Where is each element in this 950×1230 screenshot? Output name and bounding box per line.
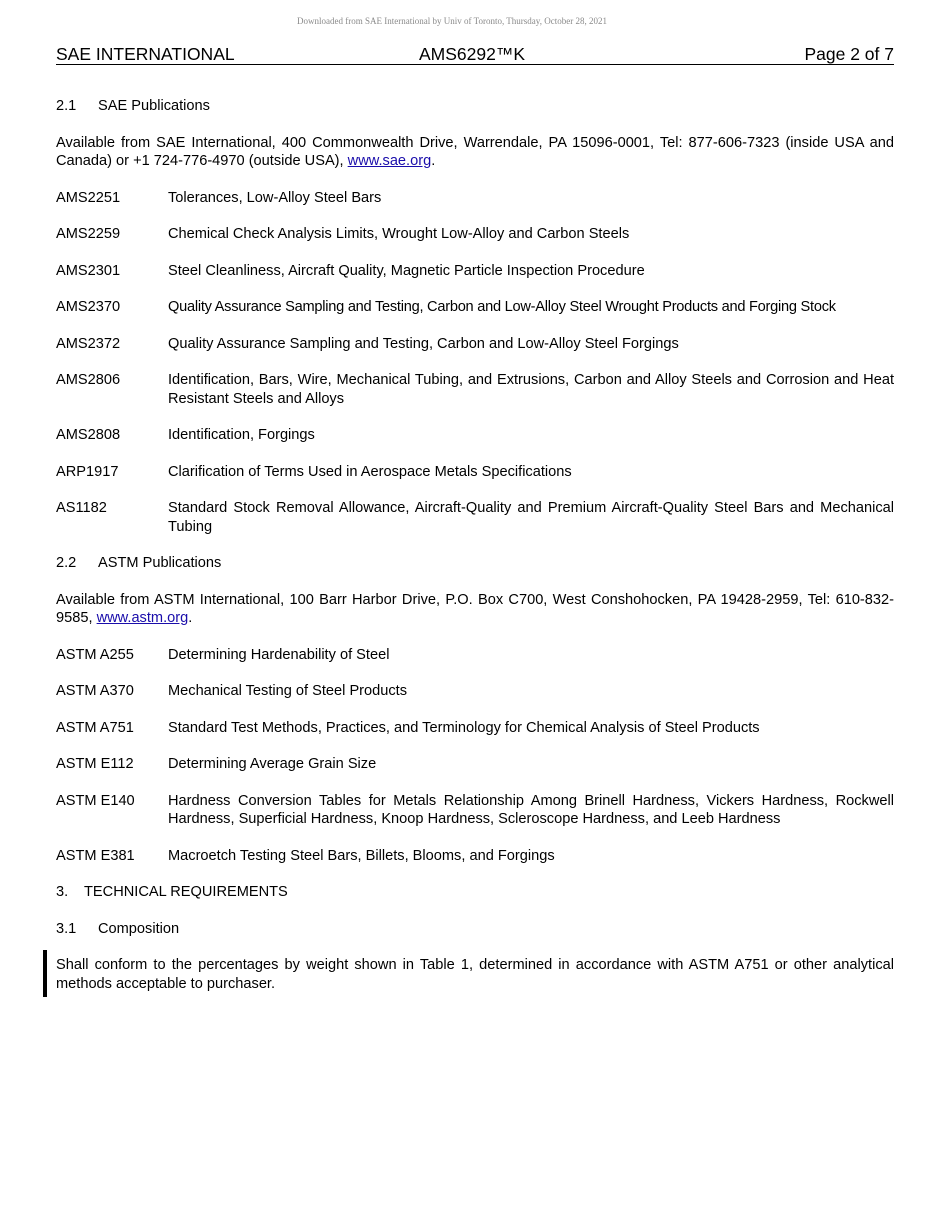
header-page-number: Page 2 of 7 (804, 44, 894, 64)
reference-title: Standard Test Methods, Practices, and Terminology for Chemical Analysis of Steel Products (168, 719, 760, 736)
reference-item (56, 426, 894, 445)
astm-availability: Available from ASTM International, 100 Barr Harbor Drive, P.O. Box C700, West Conshohocken, PA 19428-2959, Tel: 610-832-9585, www.astm.org. (56, 591, 894, 626)
reference-item (56, 755, 894, 774)
reference-code: AMS2372 (56, 335, 121, 352)
reference-code: ASTM A370 (56, 683, 134, 699)
reference-title: Hardness Conversion Tables for Metals Relationship Among Brinell Hardness, Vickers Hardness, Rockwell Hardness, Superficial Hardness, Knoop Hardness, Scleroscope Hardness, and Leeb Hardness (168, 792, 894, 827)
reference-title: Macroetch Testing Steel Bars, Billets, Blooms, and Forgings (168, 847, 555, 864)
reference-code: AMS2808 (56, 427, 121, 443)
reference-item (56, 189, 894, 208)
reference-code: ASTM E381 (56, 847, 135, 864)
sae-website-link[interactable]: www.sae.org (347, 153, 432, 169)
reference-item (56, 371, 894, 408)
page-header (56, 44, 894, 65)
reference-item (56, 792, 894, 829)
document-body (56, 97, 894, 1011)
reference-item (56, 335, 894, 354)
reference-code: ASTM A751 (56, 719, 134, 736)
reference-item (56, 719, 894, 738)
reference-title: Standard Stock Removal Allowance, Aircraft-Quality and Premium Aircraft-Quality Steel Bars and Mechanical Tubing (168, 500, 894, 535)
reference-item (56, 262, 894, 281)
reference-code: ARP1917 (56, 463, 119, 480)
astm-website-link[interactable]: www.astm.org (96, 610, 189, 626)
reference-item (56, 298, 894, 317)
section-heading-composition (56, 920, 894, 939)
reference-title: Quality Assurance Sampling and Testing, Carbon and Low-Alloy Steel Forgings (168, 335, 679, 352)
section-heading-technical (56, 883, 894, 902)
reference-code: AMS2259 (56, 226, 121, 242)
reference-item (56, 463, 894, 482)
reference-code: AS1182 (56, 500, 107, 516)
reference-item (56, 646, 894, 665)
reference-code: AMS2370 (56, 299, 121, 315)
reference-title: Determining Average Grain Size (168, 756, 377, 772)
reference-item (56, 225, 894, 244)
section-heading-sae (56, 97, 894, 116)
section-title: SAE Publications (98, 98, 210, 114)
composition-text: Shall conform to the percentages by weight shown in Table 1, determined in accordance with ASTM A751 or other analytical methods acceptable to purchaser. (56, 957, 894, 992)
reference-title: Quality Assurance Sampling and Testing, Carbon and Low-Alloy Steel Wrought Products and Forging Stock (168, 299, 836, 315)
section-title: Composition (98, 920, 180, 937)
section-title: TECHNICAL REQUIREMENTS (84, 884, 288, 900)
header-document-number: AMS6292™K (419, 44, 526, 64)
reference-code: ASTM E112 (56, 756, 134, 772)
reference-code: AMS2251 (56, 189, 121, 206)
revision-change-bar (43, 950, 47, 997)
reference-title: Identification, Bars, Wire, Mechanical Tubing, and Extrusions, Carbon and Alloy Steels and Corrosion and Heat Resistant Steels and Alloys (168, 372, 894, 407)
reference-code: ASTM E140 (56, 792, 135, 809)
reference-title: Identification, Forgings (168, 427, 315, 443)
sae-availability: Available from SAE International, 400 Commonwealth Drive, Warrendale, PA 15096-0001, Tel: 877-606-7323 (inside USA and Canada) or +1 724-776-4970 (outside USA), www.sae.org. (56, 134, 894, 169)
reference-title: Tolerances, Low-Alloy Steel Bars (168, 189, 382, 206)
header-organization: SAE INTERNATIONAL (56, 44, 235, 64)
reference-title: Steel Cleanliness, Aircraft Quality, Magnetic Particle Inspection Procedure (168, 262, 645, 279)
section-number: 3. (56, 884, 69, 900)
reference-item (56, 499, 894, 536)
reference-title: Chemical Check Analysis Limits, Wrought Low-Alloy and Carbon Steels (168, 226, 630, 242)
reference-title: Mechanical Testing of Steel Products (168, 683, 408, 699)
reference-title: Clarification of Terms Used in Aerospace Metals Specifications (168, 463, 572, 480)
download-watermark: Downloaded from SAE International by Univ of Toronto, Thursday, October 28, 2021 (297, 16, 607, 26)
section-title: ASTM Publications (98, 555, 222, 571)
reference-code: AMS2301 (56, 262, 121, 279)
reference-code: ASTM A255 (56, 646, 134, 663)
reference-code: AMS2806 (56, 372, 121, 388)
section-number: 2.1 (56, 98, 77, 114)
section-number: 2.2 (56, 555, 77, 571)
reference-title: Determining Hardenability of Steel (168, 646, 390, 663)
section-number: 3.1 (56, 920, 77, 937)
reference-item (56, 682, 894, 701)
section-heading-astm (56, 554, 894, 573)
reference-item (56, 847, 894, 866)
